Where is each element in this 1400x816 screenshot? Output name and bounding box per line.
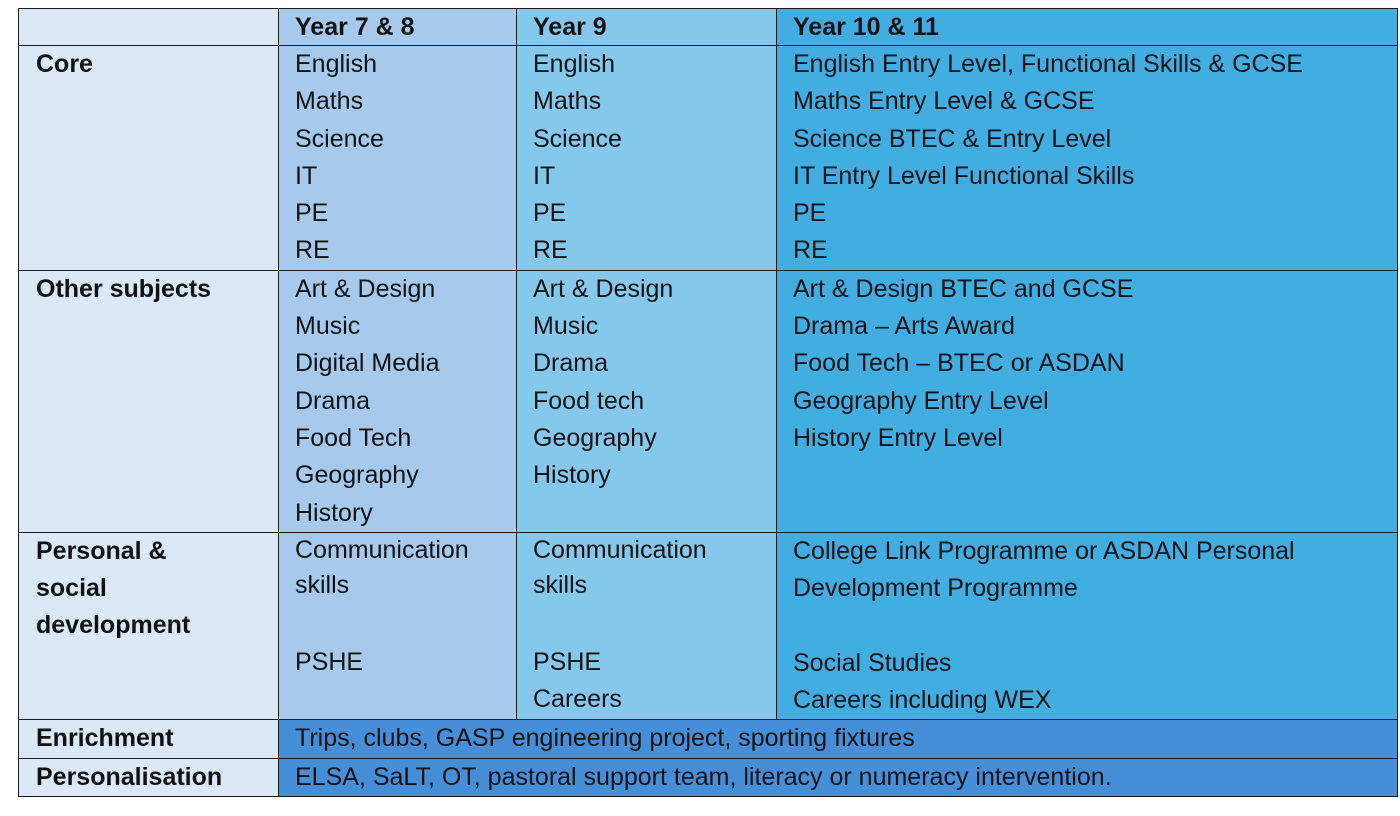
subject-item: Careers <box>533 685 622 714</box>
other-year-7-8-cell <box>279 270 517 532</box>
subject-item: History <box>295 498 373 527</box>
row-label-text: development <box>36 611 191 640</box>
subject-item: Careers including WEX <box>793 686 1052 715</box>
subject-item: History <box>533 461 611 490</box>
subject-item: RE <box>295 236 330 265</box>
core-year-10-11-cell <box>777 46 1398 271</box>
subject-item: Music <box>533 312 599 341</box>
subject-item: PE <box>793 199 827 228</box>
subject-item: Drama – Arts Award <box>793 312 1015 341</box>
enrichment-value-cell <box>279 720 1398 758</box>
subject-item: Art & Design <box>533 274 674 303</box>
subject-item: History Entry Level <box>793 423 1003 452</box>
personalisation-row <box>19 758 1398 796</box>
enrichment-text: Trips, clubs, GASP engineering project, sporting fixtures <box>295 724 915 753</box>
subject-item: PSHE <box>295 647 364 676</box>
core-year-7-8-cell <box>279 46 517 271</box>
enrichment-row <box>19 720 1398 758</box>
subject-item: Art & Design BTEC and GCSE <box>793 274 1134 303</box>
row-label-core <box>19 46 279 271</box>
subject-item: Communication <box>295 535 469 564</box>
row-label-text: Core <box>36 50 93 78</box>
subject-item: Maths <box>295 87 364 116</box>
row-label-text: Personal & <box>36 536 167 565</box>
header-year-9 <box>517 9 777 46</box>
personalisation-value-cell <box>279 758 1398 796</box>
subject-item: Music <box>295 312 361 341</box>
subject-item: PE <box>295 199 329 228</box>
row-label-personal-social-development <box>19 532 279 719</box>
subject-item: Geography Entry Level <box>793 386 1049 415</box>
subject-item: English <box>295 50 377 78</box>
subject-item: IT <box>533 161 556 190</box>
header-year-10-11 <box>777 9 1398 46</box>
header-corner-cell <box>19 9 279 46</box>
psd-year-10-11-cell <box>777 532 1398 719</box>
subject-item: Social Studies <box>793 648 952 677</box>
row-label-other-subjects <box>19 270 279 532</box>
row-label-text: Enrichment <box>36 724 174 753</box>
subject-item: Communication <box>533 535 707 564</box>
subject-item: Maths Entry Level & GCSE <box>793 87 1095 116</box>
subject-item: Drama <box>295 386 371 415</box>
curriculum-table <box>18 8 1398 797</box>
other-subjects-row <box>19 270 1398 532</box>
subject-item: skills <box>533 570 588 599</box>
personal-social-development-row <box>19 532 1398 719</box>
subject-item: PE <box>533 199 567 228</box>
subject-item: RE <box>793 236 828 265</box>
header-label: Year 10 & 11 <box>793 13 939 41</box>
core-row <box>19 46 1398 271</box>
other-year-10-11-cell <box>777 270 1398 532</box>
subject-item: Science BTEC & Entry Level <box>793 124 1112 153</box>
row-label-text: Other subjects <box>36 274 212 303</box>
subject-item: Maths <box>533 87 602 116</box>
subject-item: Food tech <box>533 386 645 415</box>
subject-item: skills <box>295 570 350 599</box>
subject-item: Development Programme <box>793 574 1078 603</box>
other-year-9-cell <box>517 270 777 532</box>
subject-item: IT Entry Level Functional Skills <box>793 161 1135 190</box>
subject-item: PSHE <box>533 647 602 676</box>
psd-year-9-cell <box>517 532 777 719</box>
subject-item: RE <box>533 236 568 265</box>
header-label: Year 7 & 8 <box>295 13 415 41</box>
subject-item: Digital Media <box>295 349 440 378</box>
subject-item: Geography <box>533 423 657 452</box>
subject-item: College Link Programme or ASDAN Personal <box>793 536 1295 565</box>
subject-item: English <box>533 50 615 78</box>
subject-item: English Entry Level, Functional Skills & GCSE <box>793 50 1303 78</box>
header-year-7-8 <box>279 9 517 46</box>
subject-item: IT <box>295 161 318 190</box>
row-label-text: social <box>36 574 107 603</box>
row-label-text: Personalisation <box>36 762 223 791</box>
row-label-personalisation <box>19 758 279 796</box>
core-year-9-cell <box>517 46 777 271</box>
header-label: Year 9 <box>533 13 607 41</box>
subject-item: Science <box>295 124 384 153</box>
header-row <box>19 9 1398 46</box>
row-label-enrichment <box>19 720 279 758</box>
subject-item: Food Tech <box>295 423 412 452</box>
subject-item: Drama <box>533 349 609 378</box>
psd-year-7-8-cell <box>279 532 517 719</box>
subject-item: Science <box>533 124 622 153</box>
subject-item: Geography <box>295 461 419 490</box>
subject-item: Art & Design <box>295 274 436 303</box>
personalisation-text: ELSA, SaLT, OT, pastoral support team, literacy or numeracy intervention. <box>295 762 1112 791</box>
subject-item: Food Tech – BTEC or ASDAN <box>793 349 1125 378</box>
